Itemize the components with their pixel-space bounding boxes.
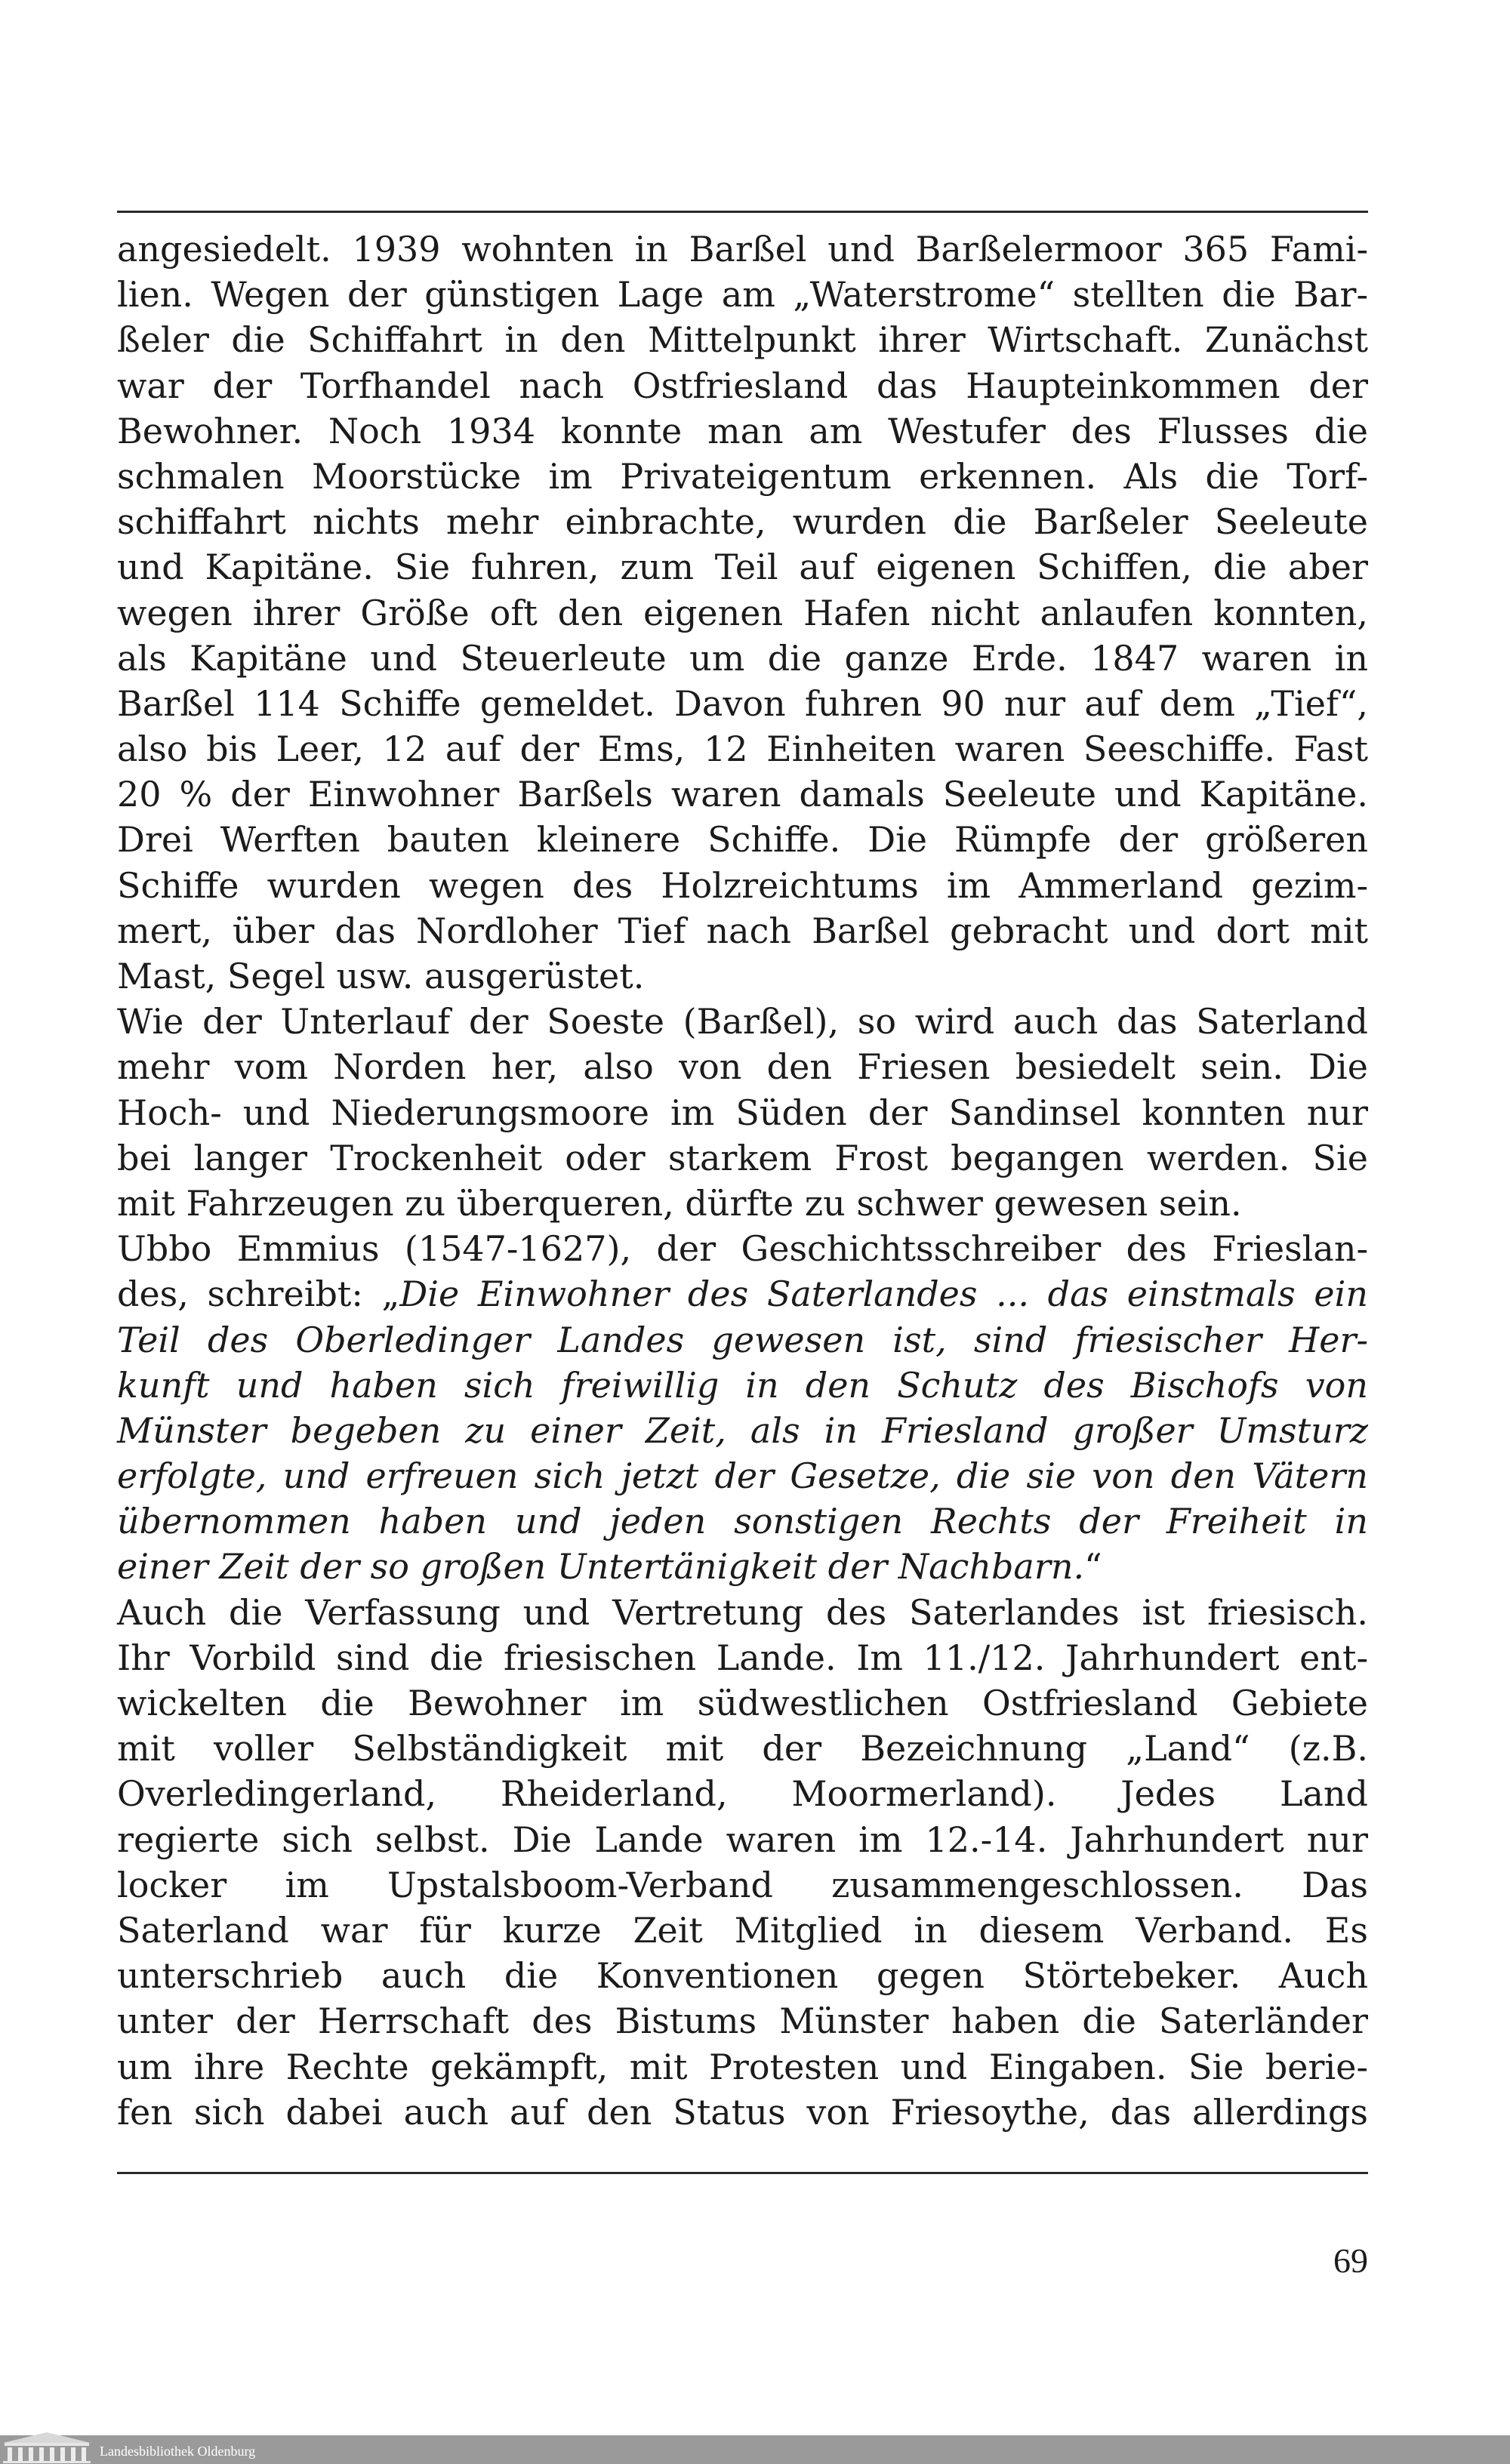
text-line: wegen ihrer Größe oft den eigenen Hafen nicht anlaufen konnten, — [117, 592, 1368, 633]
text-line: um ihre Rechte gekämpft, mit Protesten und Eingaben. Sie berie- — [117, 2046, 1368, 2087]
quote-line: kunft und haben sich freiwillig in den Schutz des Bischofs von — [117, 1364, 1368, 1406]
quote-text: Die Einwohner des Saterlandes ... das einstmals ein — [399, 1274, 1368, 1315]
body-text — [117, 226, 1368, 2135]
quote-line: Teil des Oberledinger Landes gewesen ist, sind friesischer Her- — [117, 1319, 1368, 1360]
text-line: Hoch- und Niederungsmoore im Süden der Sandinsel konnten nur — [117, 1092, 1368, 1133]
text-line: Overledingerland, Rheiderland, Moormerland). Jedes Land — [117, 1773, 1368, 1815]
text-line: Mast, Segel usw. ausgerüstet. — [117, 956, 645, 996]
text-line: mehr vom Norden her, also von den Friesen besiedelt sein. Die — [117, 1046, 1368, 1088]
library-building-icon — [0, 2426, 94, 2464]
text-line: ßeler die Schiffahrt in den Mittelpunkt ihrer Wirtschaft. Zunächst — [117, 319, 1368, 361]
text-line: locker im Upstalsboom-Verband zusammengeschlossen. Das — [117, 1864, 1368, 1905]
text-line: und Kapitäne. Sie fuhren, zum Teil auf eigenen Schiffen, die aber — [117, 547, 1368, 588]
text-line: Ubbo Emmius (1547-1627), der Geschichtsschreiber des Frieslan- — [117, 1228, 1368, 1270]
text-line: Schiffe wurden wegen des Holzreichtums im Ammerland gezim- — [117, 864, 1368, 906]
text-line: Wie der Unterlauf der Soeste (Barßel), so wird auch das Saterland — [117, 1001, 1368, 1043]
text-line: Barßel 114 Schiffe gemeldet. Davon fuhren 90 nur auf dem „Tief“, — [117, 682, 1368, 724]
text-line: war der Torfhandel nach Ostfriesland das Haupteinkommen der — [117, 365, 1368, 406]
text-line: unterschrieb auch die Konventionen gegen Störtebeker. Auch — [117, 1955, 1368, 1997]
bottom-rule — [117, 2172, 1368, 2174]
text-line: Auch die Verfassung und Vertretung des Saterlandes ist friesisch. — [117, 1591, 1368, 1633]
text-line: wickelten die Bewohner im südwestlichen Ostfriesland Gebiete — [117, 1683, 1368, 1723]
text-line: bei langer Trockenheit oder starkem Frost begangen werden. Sie — [117, 1137, 1368, 1178]
text-line: schiffahrt nichts mehr einbrachte, wurden die Barßeler Seeleute — [117, 501, 1368, 543]
quote-close: “ — [1084, 1546, 1102, 1588]
text-line: regierte sich selbst. Die Lande waren im 12.-14. Jahrhundert nur — [117, 1819, 1368, 1860]
text-line: schmalen Moorstücke im Privateigentum erkennen. Als die Torf- — [117, 455, 1368, 497]
text-line: lien. Wegen der günstigen Lage am „Waterstrome“ stellten die Bar- — [117, 274, 1368, 316]
library-name: Landesbibliothek Oldenburg — [100, 2444, 256, 2459]
text-line: angesiedelt. 1939 wohnten in Barßel und Barßelermoor 365 Fami- — [117, 229, 1368, 270]
text-line: fen sich dabei auch auf den Status von Friesoythe, das allerdings — [117, 2091, 1368, 2133]
quote-line: erfolgte, und erfreuen sich jetzt der Gesetze, die sie von den Vätern — [117, 1455, 1368, 1497]
text-line-mixed — [117, 1271, 1368, 1317]
quote-text: einer Zeit der so großen Untertänigkeit der Nachbarn. — [117, 1546, 1085, 1588]
text-line: mert, über das Nordloher Tief nach Barßel gebracht und dort mit — [117, 910, 1368, 951]
quote-intro: des, schreibt: „ — [117, 1274, 400, 1315]
text-line: mit voller Selbständigkeit mit der Bezeichnung „Land“ (z.B. — [117, 1728, 1368, 1769]
text-line: also bis Leer, 12 auf der Ems, 12 Einheiten waren Seeschiffe. Fast — [117, 728, 1368, 770]
text-line: unter der Herrschaft des Bistums Münster haben die Saterländer — [117, 2000, 1368, 2042]
quote-line: übernommen haben und jeden sonstigen Rechts der Freiheit in — [117, 1501, 1368, 1542]
page-number: 69 — [1333, 2241, 1368, 2280]
text-line: mit Fahrzeugen zu überqueren, dürfte zu schwer gewesen sein. — [117, 1182, 1242, 1224]
text-line: Saterland war für kurze Zeit Mitglied in diesem Verband. Es — [117, 1909, 1368, 1951]
text-line: als Kapitäne und Steuerleute um die ganze Erde. 1847 waren in — [117, 637, 1368, 679]
quote-line: Münster begeben zu einer Zeit, als in Friesland großer Umsturz — [117, 1409, 1368, 1451]
text-line: Drei Werften bauten kleinere Schiffe. Die Rümpfe der größeren — [117, 819, 1368, 861]
text-line-mixed — [117, 1544, 1368, 1589]
text-line: Bewohner. Noch 1934 konnte man am Westufer des Flusses die — [117, 410, 1368, 451]
top-rule — [117, 211, 1368, 213]
text-line: 20 % der Einwohner Barßels waren damals Seeleute und Kapitäne. — [117, 774, 1368, 815]
text-line: Ihr Vorbild sind die friesischen Lande. Im 11./12. Jahrhundert ent- — [117, 1637, 1368, 1678]
